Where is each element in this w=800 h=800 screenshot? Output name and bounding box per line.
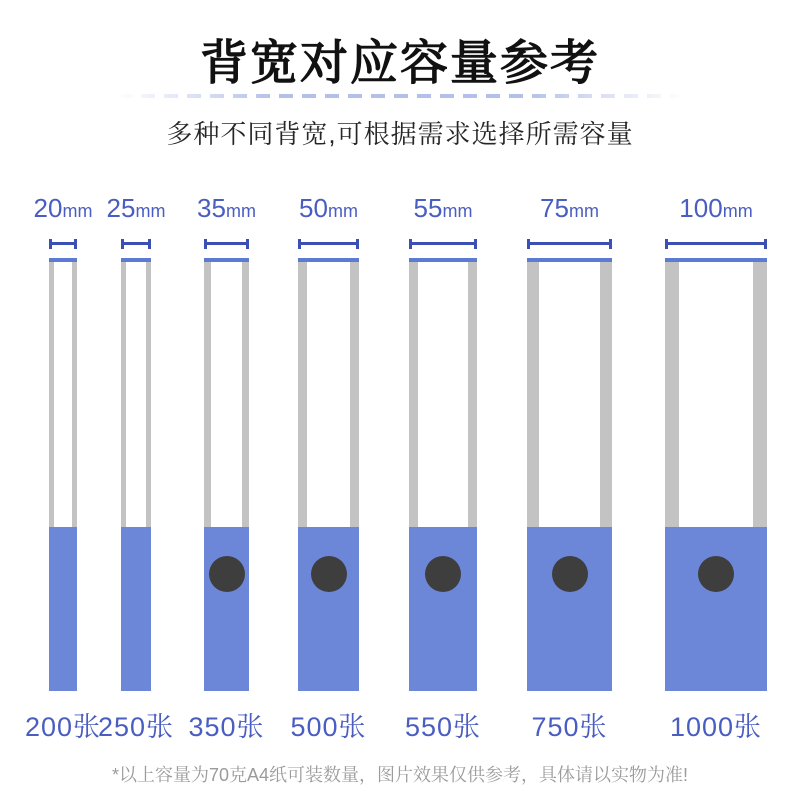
spine-width-label (34, 194, 93, 225)
spine-column (24, 0, 102, 800)
spine-blue-fill (298, 527, 359, 691)
spine-body (298, 262, 359, 527)
spine-blue-fill (665, 527, 767, 691)
capacity-label: 350张 (188, 712, 265, 742)
spine-column (97, 0, 175, 800)
width-label-value: 100 (679, 193, 723, 223)
width-label-value: 25 (106, 193, 136, 223)
width-label-value: 75 (540, 193, 569, 223)
width-label-unit: mm (135, 201, 166, 221)
spine-blue-fill (527, 527, 612, 691)
spine-width-label (540, 194, 599, 225)
measure-bracket-icon (409, 239, 477, 249)
spine-column (527, 0, 612, 800)
spine-blue-fill (204, 527, 249, 691)
spine-column (188, 0, 265, 800)
width-label-value: 35 (197, 193, 226, 223)
capacity-label: 500张 (290, 712, 367, 742)
capacity-label: 200张 (24, 712, 102, 742)
binder-hole-icon (425, 556, 461, 592)
width-label-value: 50 (299, 193, 328, 223)
binder-hole-icon (552, 556, 588, 592)
spine-width-label (299, 194, 358, 225)
spine-body (665, 262, 767, 527)
binder-hole-icon (209, 556, 245, 592)
spine-column (404, 0, 482, 800)
spine-body (409, 262, 477, 527)
spine-body (527, 262, 612, 527)
width-label-unit: mm (442, 201, 473, 221)
width-label-unit: mm (62, 201, 93, 221)
spine-width-label (679, 194, 752, 225)
spine-body (49, 262, 77, 527)
width-label-unit: mm (225, 201, 256, 221)
measure-bracket-icon (204, 239, 249, 249)
spine-width-label (414, 194, 473, 225)
spine-body (121, 262, 151, 527)
width-label-value: 20 (33, 193, 63, 223)
measure-bracket-icon (665, 239, 767, 249)
measure-bracket-icon (121, 239, 151, 249)
binder-hole-icon (698, 556, 734, 592)
measure-bracket-icon (49, 239, 77, 249)
spine-width-label (107, 194, 166, 225)
capacity-label: 550张 (404, 712, 482, 742)
page-title: 背宽对应容量参考 (199, 37, 600, 90)
measure-bracket-icon (527, 239, 612, 249)
width-label-unit: mm (722, 201, 753, 221)
capacity-label: 750张 (531, 712, 608, 742)
binder-hole-icon (311, 556, 347, 592)
spine-blue-fill (121, 527, 151, 691)
spine-body (204, 262, 249, 527)
width-label-unit: mm (568, 201, 599, 221)
spine-column (665, 0, 767, 800)
capacity-label: 1000张 (669, 712, 763, 742)
measure-bracket-icon (298, 239, 359, 249)
spine-blue-fill (49, 527, 77, 691)
width-label-value: 55 (413, 193, 443, 223)
spine-width-label (197, 194, 256, 225)
page-subtitle: 多种不同背宽,可根据需求选择所需容量 (166, 119, 634, 149)
spine-column (290, 0, 367, 800)
capacity-label: 250张 (97, 712, 175, 742)
footnote: *以上容量为70克A4纸可装数量，图片效果仅供参考，具体请以实物为准! (111, 765, 689, 785)
width-label-unit: mm (327, 201, 358, 221)
spine-blue-fill (409, 527, 477, 691)
